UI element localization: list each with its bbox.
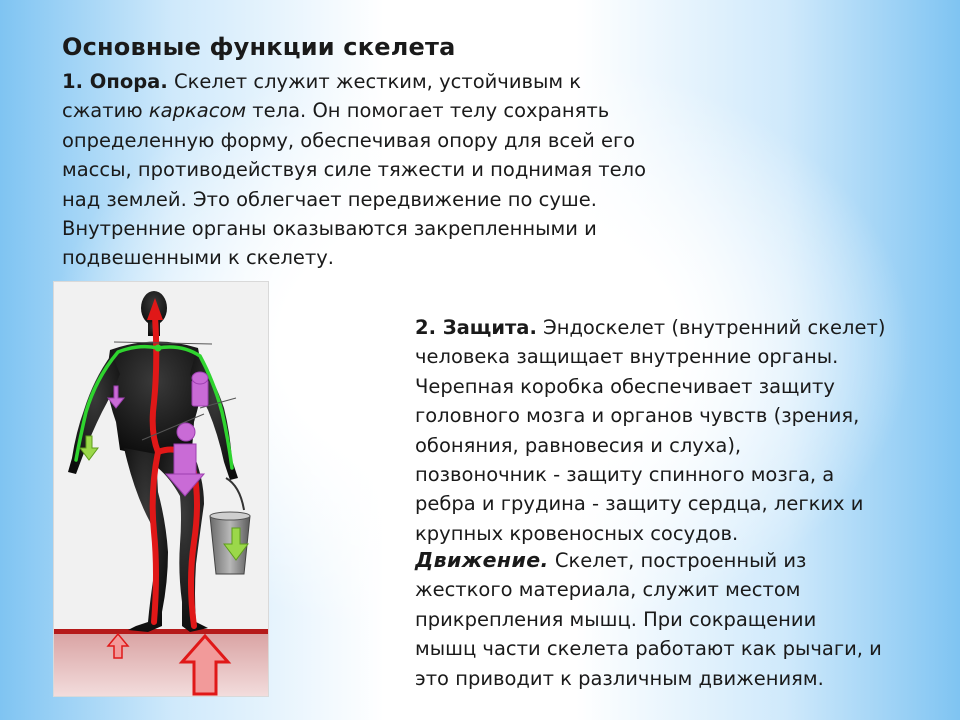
section-movement (415, 546, 882, 693)
section-movement-line: жесткого материала, служит местом (415, 578, 801, 602)
section-protection-line: Эндоскелет (внутренний скелет) (536, 316, 886, 339)
slide-title: Основные функции скелета (62, 33, 456, 61)
section-protection-line: позвоночник - защиту спинного мозга, а (415, 463, 835, 487)
bucket-icon (210, 478, 250, 574)
section-support-italic-term: каркасом (148, 99, 247, 123)
section-protection (415, 313, 885, 548)
section-support-line: подвешенными к скелету. (62, 246, 335, 270)
section-support-line: определенную форму, обеспечивая опору для всей его (62, 128, 636, 152)
section-support-line: над землей. Это облегчает передвижение по суше. (62, 187, 597, 211)
floor (54, 632, 269, 697)
section-protection-heading: 2. Защита. (415, 316, 537, 339)
section-movement-line: это приводит к различным движениям. (415, 666, 824, 690)
section-support-line: тела. Он помогает телу сохранять (246, 99, 610, 123)
section-movement-line: Скелет, построенный из (548, 549, 807, 572)
section-movement-heading: Движение. (415, 548, 549, 572)
shoulder-joint (155, 345, 162, 352)
section-movement-line: прикрепления мышц. При сокращении (415, 607, 817, 631)
section-protection-line: человека защищает внутренние органы. (415, 345, 839, 369)
section-support-line: Внутренние органы оказываются закрепленными и (62, 217, 597, 241)
section-movement-line: мышц части скелета работают как рычаги, и (415, 637, 882, 661)
floor-edge (54, 629, 269, 634)
skeleton-support-illustration (53, 281, 269, 697)
section-protection-line: Черепная коробка обеспечивает защиту (415, 374, 835, 398)
skeleton-support-illustration-svg (54, 282, 269, 697)
section-protection-line: обоняния, равновесия и слуха), (415, 433, 742, 457)
section-protection-line: крупных кровеносных сосудов. (415, 521, 739, 545)
section-support-heading: 1. Опора. (62, 70, 168, 93)
section-support-line: сжатию (62, 99, 149, 123)
section-support-line: массы, противодействуя силе тяжести и поднимая тело (62, 158, 647, 182)
section-protection-line: ребра и грудина - защиту сердца, легких и (415, 492, 864, 516)
section-support-line: Скелет служит жестким, устойчивым к (167, 70, 582, 93)
section-support (62, 67, 646, 273)
section-protection-line: головного мозга и органов чувств (зрения, (415, 404, 860, 428)
